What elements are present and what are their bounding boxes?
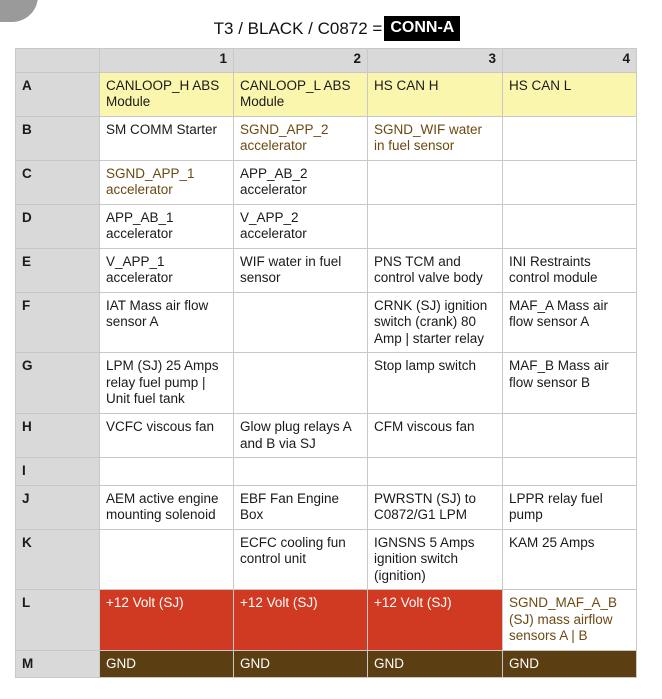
pin-row-m xyxy=(16,650,637,678)
title-text: T3 / BLACK / C0872 = xyxy=(213,18,383,38)
pin-cell: EBF Fan Engine Box xyxy=(234,485,368,529)
pin-row-j xyxy=(16,485,637,529)
pin-cell xyxy=(234,353,368,414)
pin-cell xyxy=(368,204,503,248)
pin-cell xyxy=(503,204,637,248)
pin-row-i xyxy=(16,458,637,486)
pin-cell: WIF water in fuel sensor xyxy=(234,248,368,292)
pin-cell: HS CAN L xyxy=(503,72,637,116)
column-header-row xyxy=(16,49,637,73)
row-header: L xyxy=(16,590,100,651)
column-header: 1 xyxy=(100,49,234,73)
pin-cell xyxy=(503,116,637,160)
pin-cell: MAF_B Mass air flow sensor B xyxy=(503,353,637,414)
pin-cell: SGND_WIF water in fuel sensor xyxy=(368,116,503,160)
pin-row-b xyxy=(16,116,637,160)
pin-cell: CFM viscous fan xyxy=(368,414,503,458)
pin-cell: LPPR relay fuel pump xyxy=(503,485,637,529)
pin-cell: MAF_A Mass air flow sensor A xyxy=(503,292,637,353)
pin-cell xyxy=(368,458,503,486)
pin-cell: SGND_APP_2 accelerator xyxy=(234,116,368,160)
row-header: K xyxy=(16,529,100,590)
row-header: A xyxy=(16,72,100,116)
pin-cell: +12 Volt (SJ) xyxy=(100,590,234,651)
pin-cell: CANLOOP_L ABS Module xyxy=(234,72,368,116)
pin-cell: Stop lamp switch xyxy=(368,353,503,414)
pin-cell: GND xyxy=(368,650,503,678)
pin-row-k xyxy=(16,529,637,590)
row-header: E xyxy=(16,248,100,292)
pin-cell: IGNSNS 5 Amps ignition switch (ignition) xyxy=(368,529,503,590)
pin-cell xyxy=(503,414,637,458)
pin-cell: CRNK (SJ) ignition switch (crank) 80 Amp | starter relay xyxy=(368,292,503,353)
pin-cell: APP_AB_2 accelerator xyxy=(234,160,368,204)
corner-header-cell xyxy=(16,49,100,73)
pin-row-a xyxy=(16,72,637,116)
pin-cell xyxy=(368,160,503,204)
pin-cell xyxy=(100,458,234,486)
pin-row-g xyxy=(16,353,637,414)
connector-badge: CONN-A xyxy=(384,16,460,41)
pin-cell xyxy=(503,160,637,204)
row-header: G xyxy=(16,353,100,414)
pin-cell: GND xyxy=(234,650,368,678)
pin-cell xyxy=(234,458,368,486)
row-header: H xyxy=(16,414,100,458)
pin-cell: AEM active engine mounting solenoid xyxy=(100,485,234,529)
pin-row-h xyxy=(16,414,637,458)
pin-cell: PNS TCM and control valve body xyxy=(368,248,503,292)
pin-cell: V_APP_1 accelerator xyxy=(100,248,234,292)
pin-cell: +12 Volt (SJ) xyxy=(368,590,503,651)
column-header: 3 xyxy=(368,49,503,73)
pin-cell: IAT Mass air flow sensor A xyxy=(100,292,234,353)
row-header: M xyxy=(16,650,100,678)
pin-cell: KAM 25 Amps xyxy=(503,529,637,590)
pin-cell: APP_AB_1 accelerator xyxy=(100,204,234,248)
pin-cell: ECFC cooling fun control unit xyxy=(234,529,368,590)
pin-row-e xyxy=(16,248,637,292)
pin-cell xyxy=(234,292,368,353)
pin-cell xyxy=(503,458,637,486)
pin-row-c xyxy=(16,160,637,204)
page-title xyxy=(0,16,662,41)
pin-row-f xyxy=(16,292,637,353)
pin-cell: SM COMM Starter xyxy=(100,116,234,160)
pin-cell: GND xyxy=(503,650,637,678)
pin-cell: SGND_MAF_A_B (SJ) mass airflow sensors A | B xyxy=(503,590,637,651)
row-header: D xyxy=(16,204,100,248)
connector-pin-table xyxy=(15,48,637,678)
row-header: J xyxy=(16,485,100,529)
row-header: B xyxy=(16,116,100,160)
pin-row-d xyxy=(16,204,637,248)
pin-cell xyxy=(100,529,234,590)
pin-cell: CANLOOP_H ABS Module xyxy=(100,72,234,116)
pin-cell: VCFC viscous fan xyxy=(100,414,234,458)
pin-cell: PWRSTN (SJ) to C0872/G1 LPM xyxy=(368,485,503,529)
row-header: C xyxy=(16,160,100,204)
pin-row-l xyxy=(16,590,637,651)
row-header: I xyxy=(16,458,100,486)
pin-cell: GND xyxy=(100,650,234,678)
column-header: 4 xyxy=(503,49,637,73)
table-body xyxy=(16,72,637,678)
row-header: F xyxy=(16,292,100,353)
pin-cell: LPM (SJ) 25 Amps relay fuel pump | Unit fuel tank xyxy=(100,353,234,414)
pin-cell: SGND_APP_1 accelerator xyxy=(100,160,234,204)
column-header: 2 xyxy=(234,49,368,73)
pin-cell: Glow plug relays A and B via SJ xyxy=(234,414,368,458)
pin-cell: INI Restraints control module xyxy=(503,248,637,292)
pin-cell: +12 Volt (SJ) xyxy=(234,590,368,651)
pin-cell: V_APP_2 accelerator xyxy=(234,204,368,248)
pin-cell: HS CAN H xyxy=(368,72,503,116)
